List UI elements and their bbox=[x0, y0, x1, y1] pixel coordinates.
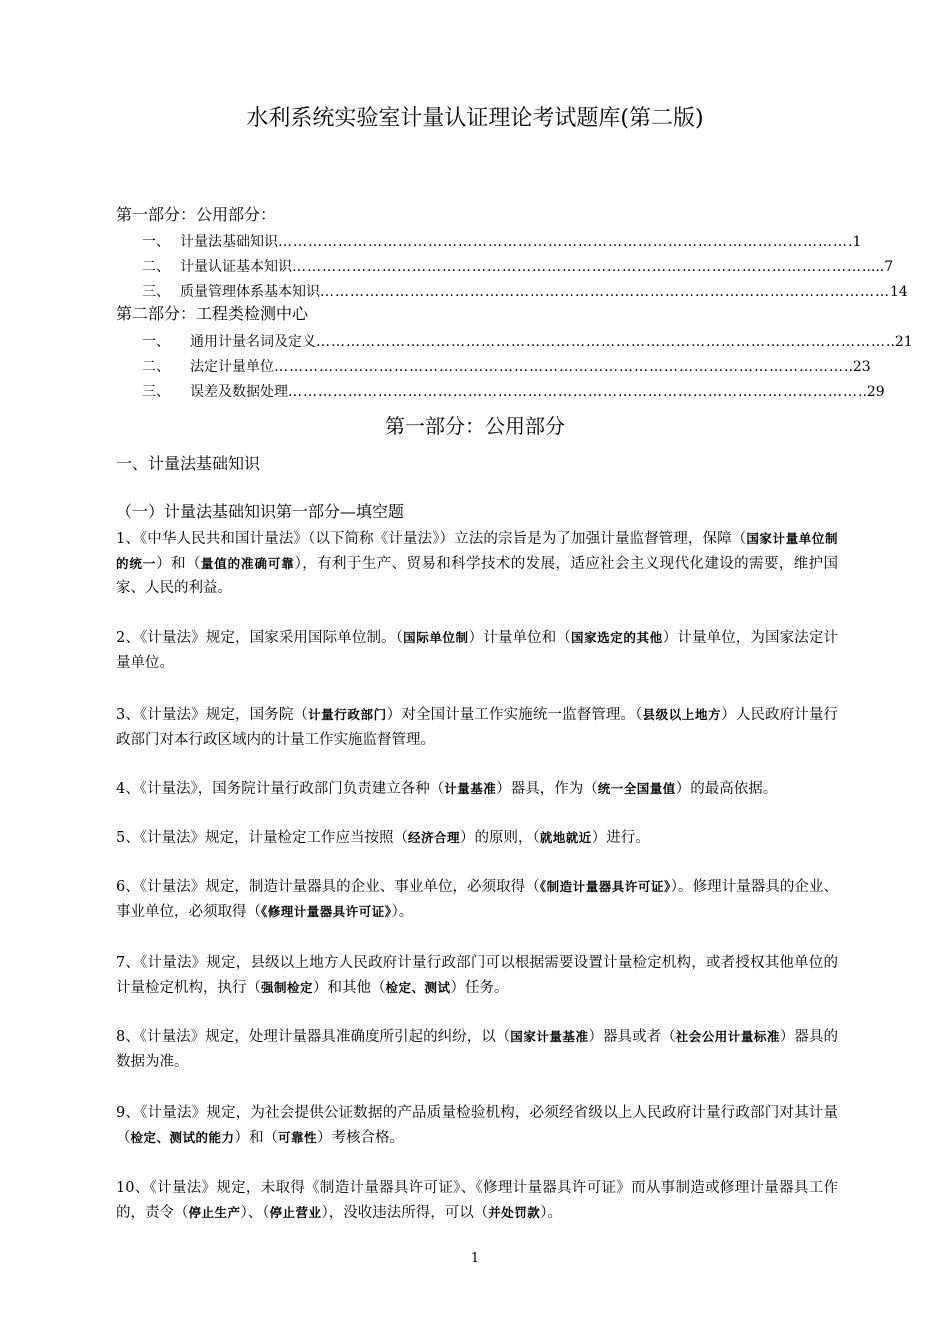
answer-blank: 检定、测试的能力 bbox=[130, 1129, 235, 1145]
answer-blank: 《修理计量器具许可证》 bbox=[261, 903, 392, 919]
toc-entry-text: 计量认证基本知识 bbox=[180, 259, 292, 275]
answer-blank: 国家计量基准 bbox=[510, 1029, 589, 1044]
toc-entry-page: .1 bbox=[848, 234, 862, 250]
toc-leader-dots: …………………………………………………………………………………………………… bbox=[316, 334, 886, 350]
toc-entry-page: 14 bbox=[890, 284, 908, 300]
toc-entry-number: 三、 bbox=[142, 384, 170, 400]
toc-entry-number: 二、 bbox=[142, 359, 170, 375]
toc-entry-text: 计量法基础知识 bbox=[180, 234, 278, 250]
toc-leader-dots: …………………………………………………………………………………………………… bbox=[320, 284, 890, 300]
question-paragraph: 2、《计量法》规定，国家采用国际单位制。（国际单位制）计量单位和（国家选定的其他）计量单位，为国家法定计量单位。 bbox=[116, 630, 838, 671]
toc-entry-text: 质量管理体系基本知识 bbox=[180, 284, 320, 300]
question-paragraph: 5、《计量法》规定，计量检定工作应当按照（经济合理）的原则，（就地就近）进行。 bbox=[116, 830, 650, 846]
answer-blank: 计量基准 bbox=[444, 781, 497, 796]
section-heading: 一、计量法基础知识 bbox=[116, 454, 261, 473]
answer-blank: 国家选定的其他 bbox=[570, 630, 663, 645]
toc-entry-number: 三、 bbox=[142, 284, 170, 300]
answer-blank: 检定、测试 bbox=[385, 979, 451, 995]
toc-leader-dots: …………………………………………………………………………………………………… bbox=[278, 234, 848, 250]
toc-entry-page: ..23 bbox=[844, 359, 871, 375]
toc-entry[interactable] bbox=[142, 256, 894, 278]
question-paragraph: 1、《中华人民共和国计量法》（以下简称《计量法》）立法的宗旨是为了加强计量监督管理，保障（国家计量单位制的统一）和（量值的准确可靠），有利于生产、贸易和科学技术的发展，适应社会主义现代化建设的需要，维护国家、人民的利益。 bbox=[116, 531, 838, 596]
toc-entry-number: 一、 bbox=[142, 234, 170, 250]
toc-entry-page: .....7 bbox=[862, 259, 894, 275]
toc-entry-text: 法定计量单位 bbox=[190, 359, 274, 375]
answer-blank: 停止营业 bbox=[269, 1204, 322, 1220]
answer-blank: 可靠性 bbox=[278, 1129, 318, 1145]
answer-blank: 统一全国量值 bbox=[597, 781, 676, 796]
toc-entry[interactable] bbox=[142, 231, 862, 253]
answer-blank: 停止生产 bbox=[188, 1204, 241, 1220]
toc-entry[interactable] bbox=[142, 331, 913, 353]
toc-entry[interactable] bbox=[142, 281, 908, 303]
question-paragraph: 7、《计量法》规定，县级以上地方人民政府计量行政部门可以根据需要设置计量检定机构，或者授权其他单位的计量检定机构，执行（强制检定）和其他（检定、测试）任务。 bbox=[116, 955, 838, 996]
toc-entry-number: 一、 bbox=[142, 334, 170, 350]
answer-blank: 就地就近 bbox=[539, 830, 592, 845]
toc-entry-page: ..21 bbox=[886, 334, 913, 350]
part-heading: 第一部分：公用部分 bbox=[385, 414, 565, 438]
toc-entry-page: ..29 bbox=[858, 384, 885, 400]
toc-leader-dots: …………………………………………………………………………………………………… bbox=[288, 384, 858, 400]
toc-entry[interactable] bbox=[142, 381, 885, 403]
answer-blank: 国际单位制 bbox=[403, 630, 469, 645]
page-number: 1 bbox=[470, 1251, 480, 1266]
toc-entry-number: 二、 bbox=[142, 259, 170, 275]
answer-blank: 社会公用计量标准 bbox=[675, 1029, 780, 1044]
toc-leader-dots: …………………………………………………………………………………………………… bbox=[292, 259, 862, 275]
answer-blank: 《制造计量器具许可证》 bbox=[539, 879, 671, 894]
answer-blank: 县级以上地方 bbox=[642, 707, 722, 722]
document-title: 水利系统实验室计量认证理论考试题库(第二版) bbox=[246, 106, 704, 131]
answer-blank: 经济合理 bbox=[407, 830, 460, 845]
answer-blank: 强制检定 bbox=[261, 979, 314, 995]
toc-leader-dots: …………………………………………………………………………………………………… bbox=[274, 359, 844, 375]
answer-blank: 并处罚款 bbox=[488, 1204, 541, 1220]
answer-blank: 计量行政部门 bbox=[308, 707, 387, 722]
subsection-heading: （一）计量法基础知识第一部分—填空题 bbox=[116, 502, 405, 521]
toc-entry-text: 误差及数据处理 bbox=[190, 384, 288, 400]
question-paragraph: 3、《计量法》规定，国务院（计量行政部门）对全国计量工作实施统一监督管理。（县级以上地方）人民政府计量行政部门对本行政区域内的计量工作实施监督管理。 bbox=[116, 707, 839, 748]
answer-blank: 国家计量单位制的统一 bbox=[116, 531, 838, 571]
question-paragraph: 8、《计量法》规定，处理计量器具准确度所引起的纠纷，以（国家计量基准）器具或者（社会公用计量标准）器具的数据为准。 bbox=[116, 1029, 838, 1070]
question-paragraph: 6、《计量法》规定，制造计量器具的企业、事业单位，必须取得（《制造计量器具许可证》）。修理计量器具的企业、事业单位，必须取得（《修理计量器具许可证》）。 bbox=[116, 879, 838, 920]
toc-part2-label: 第二部分：工程类检测中心 bbox=[116, 304, 309, 323]
toc-entry-text: 通用计量名词及定义 bbox=[190, 334, 316, 350]
toc-part1-label: 第一部分：公用部分： bbox=[116, 205, 277, 224]
toc-entry[interactable] bbox=[142, 356, 871, 378]
question-paragraph: 10、《计量法》规定，未取得《制造计量器具许可证》、《修理计量器具许可证》而从事制造或修理计量器具工作的，责令（停止生产）、（停止营业），没收违法所得，可以（并处罚款）。 bbox=[116, 1180, 838, 1221]
question-paragraph: 4、《计量法》，国务院计量行政部门负责建立各种（计量基准）器具，作为（统一全国量值）的最高依据。 bbox=[116, 781, 778, 797]
question-paragraph: 9、《计量法》规定，为社会提供公证数据的产品质量检验机构，必须经省级以上人民政府计量行政部门对其计量（检定、测试的能力）和（可靠性）考核合格。 bbox=[116, 1105, 838, 1146]
answer-blank: 量值的准确可靠 bbox=[200, 555, 295, 571]
